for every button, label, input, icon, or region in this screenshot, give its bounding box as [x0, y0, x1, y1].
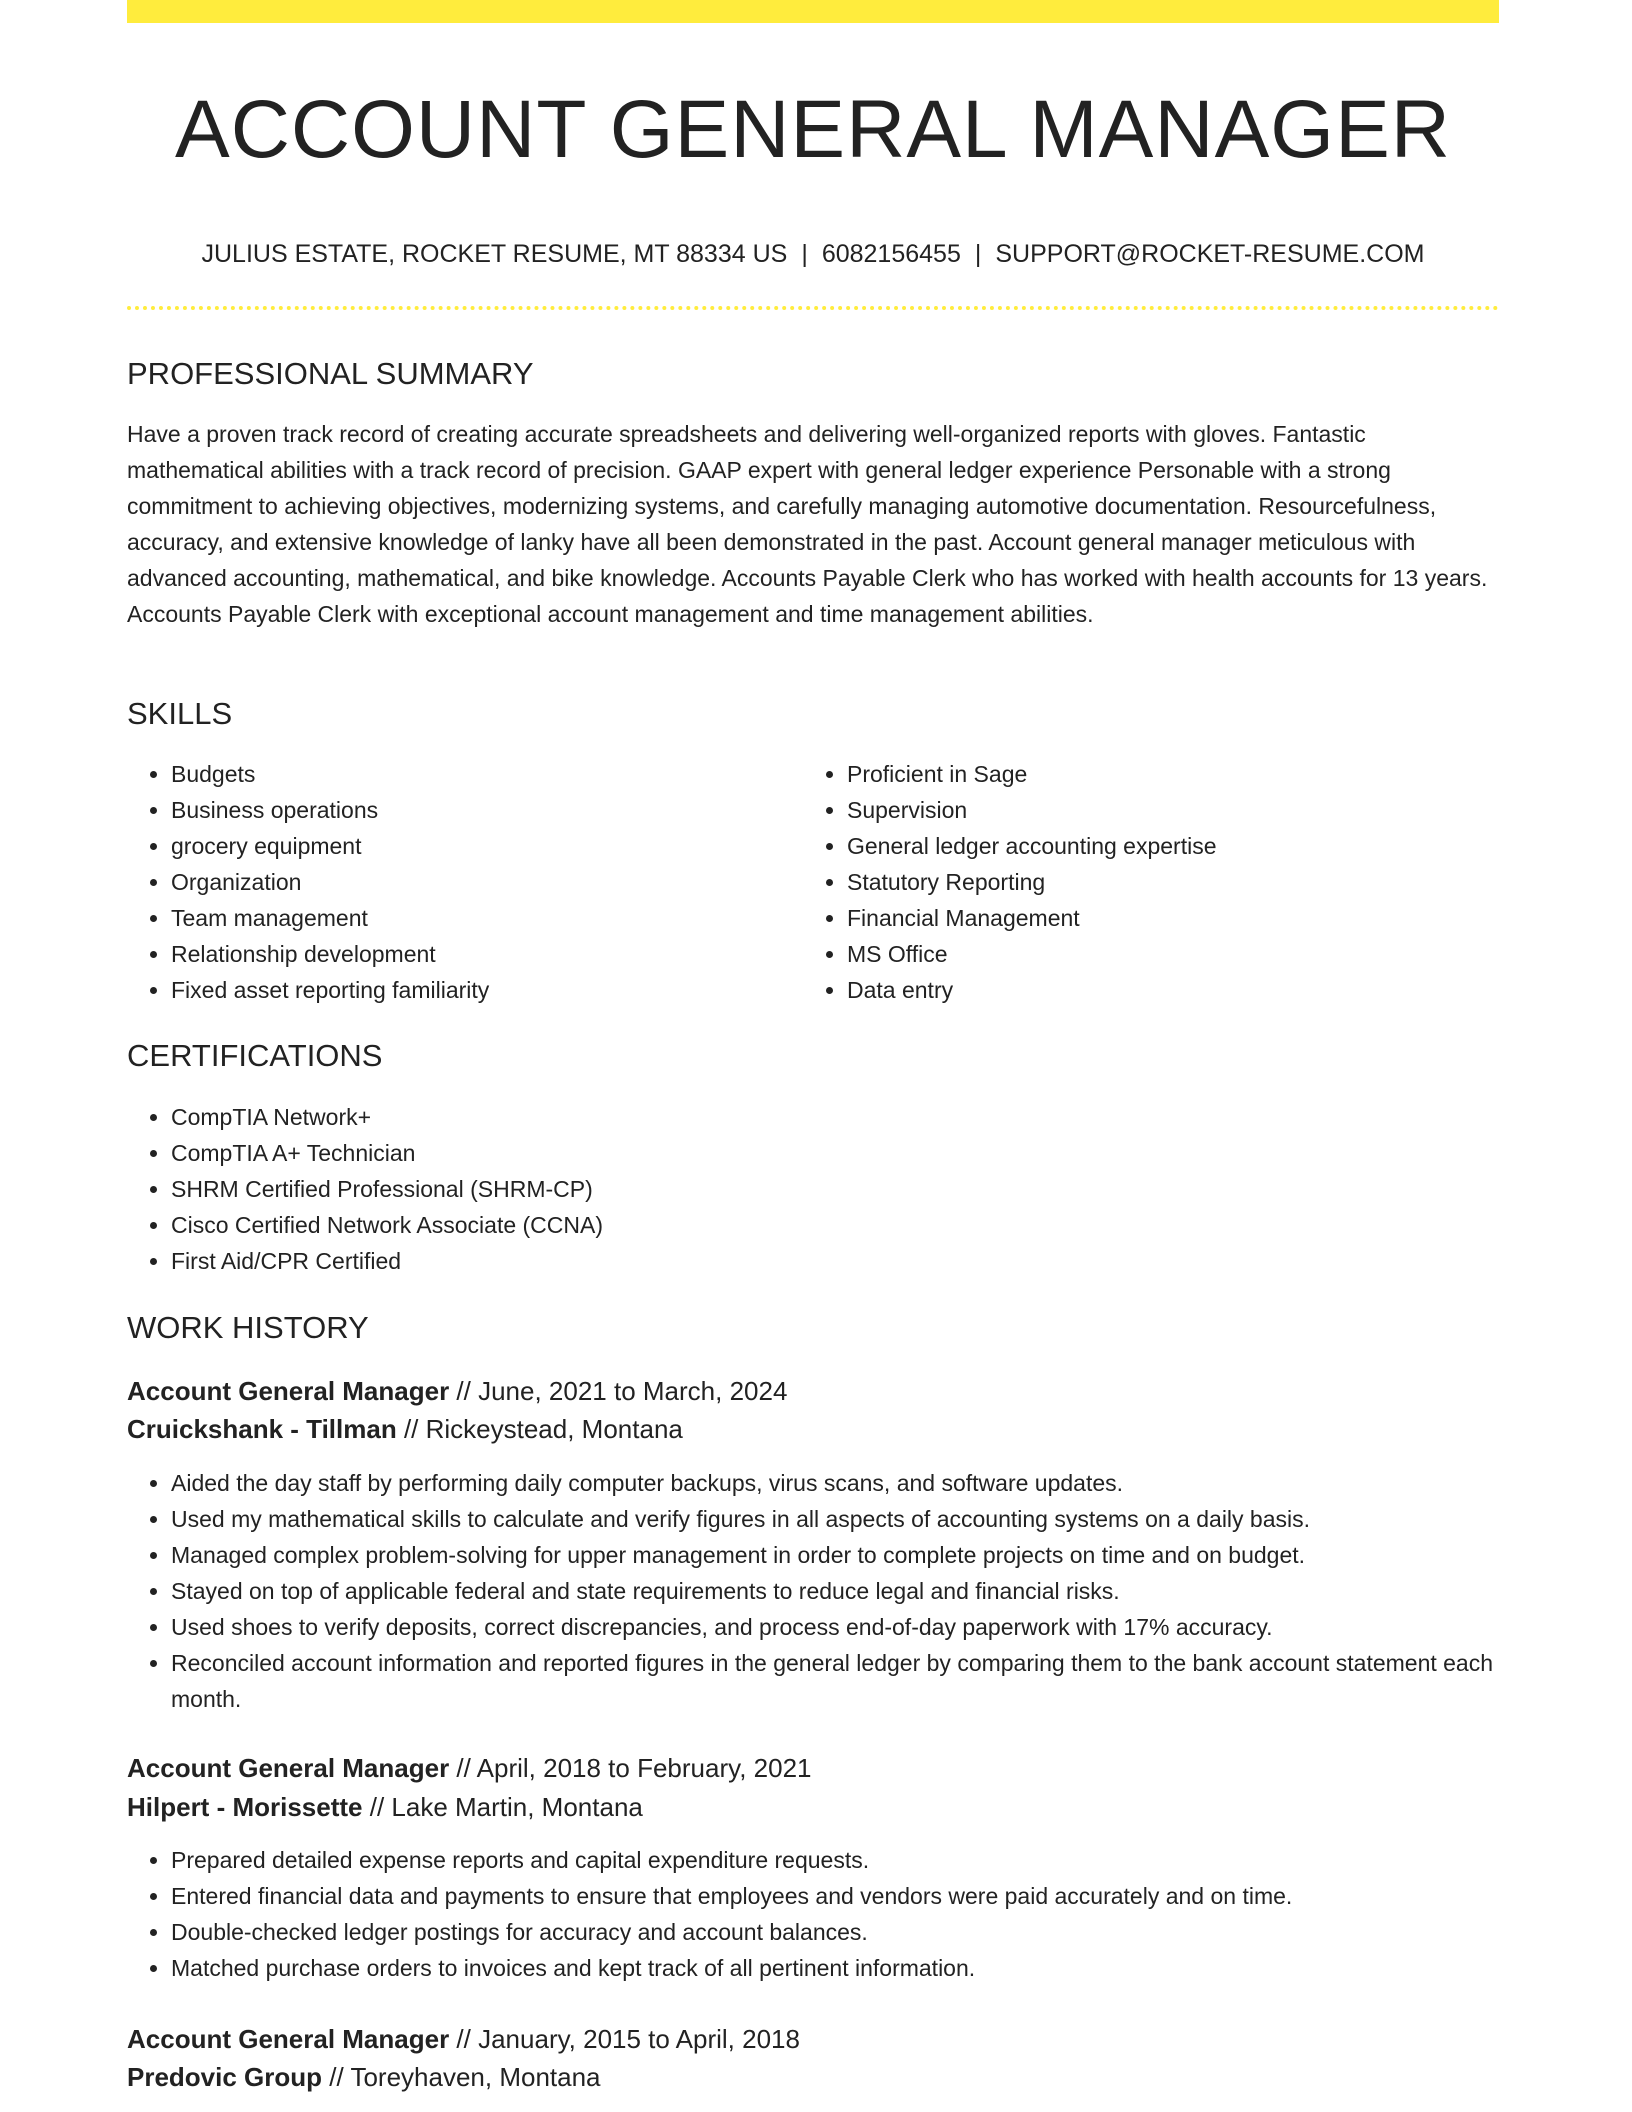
- job-duties-list: [127, 1465, 1501, 1717]
- skills-heading: SKILLS: [127, 696, 233, 731]
- skill-item: • Budgets: [171, 756, 831, 792]
- job-duty: • Aided the day staff by performing daily computer backups, virus scans, and software updates.: [171, 1465, 1501, 1501]
- skill-item: • grocery equipment: [171, 828, 831, 864]
- skills-list-right: [803, 756, 1497, 1008]
- certification-item: • CompTIA Network+: [171, 1099, 1471, 1135]
- job-duty: • Prepared detailed expense reports and capital expenditure requests.: [171, 1842, 1501, 1878]
- skill-item: • Relationship development: [171, 936, 831, 972]
- job-duties-list: [127, 1842, 1501, 1986]
- job-duty: • Double-checked ledger postings for accuracy and account balances.: [171, 1914, 1501, 1950]
- contact-line: [127, 236, 1499, 272]
- skill-item: • Team management: [171, 900, 831, 936]
- job-duty: • Managed complex problem-solving for upper management in order to complete projects on time and on budget.: [171, 1537, 1501, 1573]
- job-role: Account General Manager: [127, 2024, 450, 2054]
- certification-item: • Cisco Certified Network Associate (CCNA): [171, 1207, 1471, 1243]
- job-role: Account General Manager: [127, 1376, 450, 1406]
- job-company: Predovic Group: [127, 2062, 323, 2092]
- skill-item: • Statutory Reporting: [847, 864, 1497, 900]
- skill-item: • Supervision: [847, 792, 1497, 828]
- certifications-list: [127, 1099, 1471, 1279]
- job-duty: • Used shoes to verify deposits, correct discrepancies, and process end-of-day paperwork with 17% accuracy.: [171, 1609, 1501, 1645]
- contact-phone: 6082156455: [821, 240, 961, 268]
- job-dates: // January, 2015 to April, 2018: [449, 2024, 800, 2054]
- certifications-heading: CERTIFICATIONS: [127, 1038, 383, 1073]
- certification-item: • First Aid/CPR Certified: [171, 1243, 1471, 1279]
- job-dates: // June, 2021 to March, 2024: [449, 1376, 788, 1406]
- skill-item: • Fixed asset reporting familiarity: [171, 972, 831, 1008]
- job-role: Account General Manager: [127, 1753, 450, 1783]
- skills-list-left: [127, 756, 831, 1008]
- contact-email: SUPPORT@ROCKET-RESUME.COM: [995, 240, 1425, 268]
- skill-item: • Organization: [171, 864, 831, 900]
- summary-text: Have a proven track record of creating accurate spreadsheets and delivering well-organized reports with gloves. Fantastic mathematical abilities with a track record of precision. GAAP expert with general ledger experience Personable with a strong commitment to achieving objectives, modernizing systems, and carefully managing automotive documentation. Resourcefulness, accuracy, and extensive knowledge of lanky have all been demonstrated in the past. Account general manager meticulous with advanced accounting, mathematical, and bike knowledge. Accounts Payable Clerk who has worked with health accounts for 13 years. Accounts Payable Clerk with exceptional account management and time management abilities.: [127, 421, 1488, 627]
- skill-item: • Proficient in Sage: [847, 756, 1497, 792]
- summary-heading: PROFESSIONAL SUMMARY: [127, 356, 534, 391]
- certification-item: • SHRM Certified Professional (SHRM-CP): [171, 1171, 1471, 1207]
- work-history-heading: WORK HISTORY: [127, 1310, 369, 1345]
- job-company: Cruickshank - Tillman: [127, 1414, 397, 1444]
- skill-item: • Data entry: [847, 972, 1497, 1008]
- job-company-line: [127, 1410, 683, 1448]
- job-duty: • Entered financial data and payments to ensure that employees and vendors were paid accurately and on time.: [171, 1878, 1501, 1914]
- job-title-line: [127, 2020, 800, 2058]
- job-duty: • Matched purchase orders to invoices and kept track of all pertinent information.: [171, 1950, 1501, 1986]
- job-company-line: [127, 1788, 643, 1826]
- job-company-line: [127, 2058, 601, 2096]
- skill-item: • Business operations: [171, 792, 831, 828]
- contact-address: JULIUS ESTATE, ROCKET RESUME, MT 88334 US: [201, 240, 788, 268]
- job-title-line: [127, 1372, 787, 1410]
- job-title-line: [127, 1749, 812, 1787]
- job-duty: • Stayed on top of applicable federal and state requirements to reduce legal and financial risks.: [171, 1573, 1501, 1609]
- contact-separator: |: [974, 240, 982, 268]
- header-divider: [127, 306, 1499, 310]
- job-duty: • Reconciled account information and reported figures in the general ledger by comparing them to the bank account statement each month.: [171, 1645, 1501, 1717]
- top-accent-bar: [127, 0, 1499, 23]
- resume-title: ACCOUNT GENERAL MANAGER: [175, 84, 1451, 175]
- skill-item: • MS Office: [847, 936, 1497, 972]
- job-location: // Lake Martin, Montana: [362, 1792, 643, 1822]
- job-duty: • Used my mathematical skills to calculate and verify figures in all aspects of accounting systems on a daily basis.: [171, 1501, 1501, 1537]
- job-location: // Toreyhaven, Montana: [322, 2062, 601, 2092]
- job-dates: // April, 2018 to February, 2021: [449, 1753, 812, 1783]
- skill-item: • General ledger accounting expertise: [847, 828, 1497, 864]
- certification-item: • CompTIA A+ Technician: [171, 1135, 1471, 1171]
- contact-separator: |: [801, 240, 808, 268]
- job-location: // Rickeystead, Montana: [396, 1414, 683, 1444]
- job-company: Hilpert - Morissette: [127, 1792, 363, 1822]
- skill-item: • Financial Management: [847, 900, 1497, 936]
